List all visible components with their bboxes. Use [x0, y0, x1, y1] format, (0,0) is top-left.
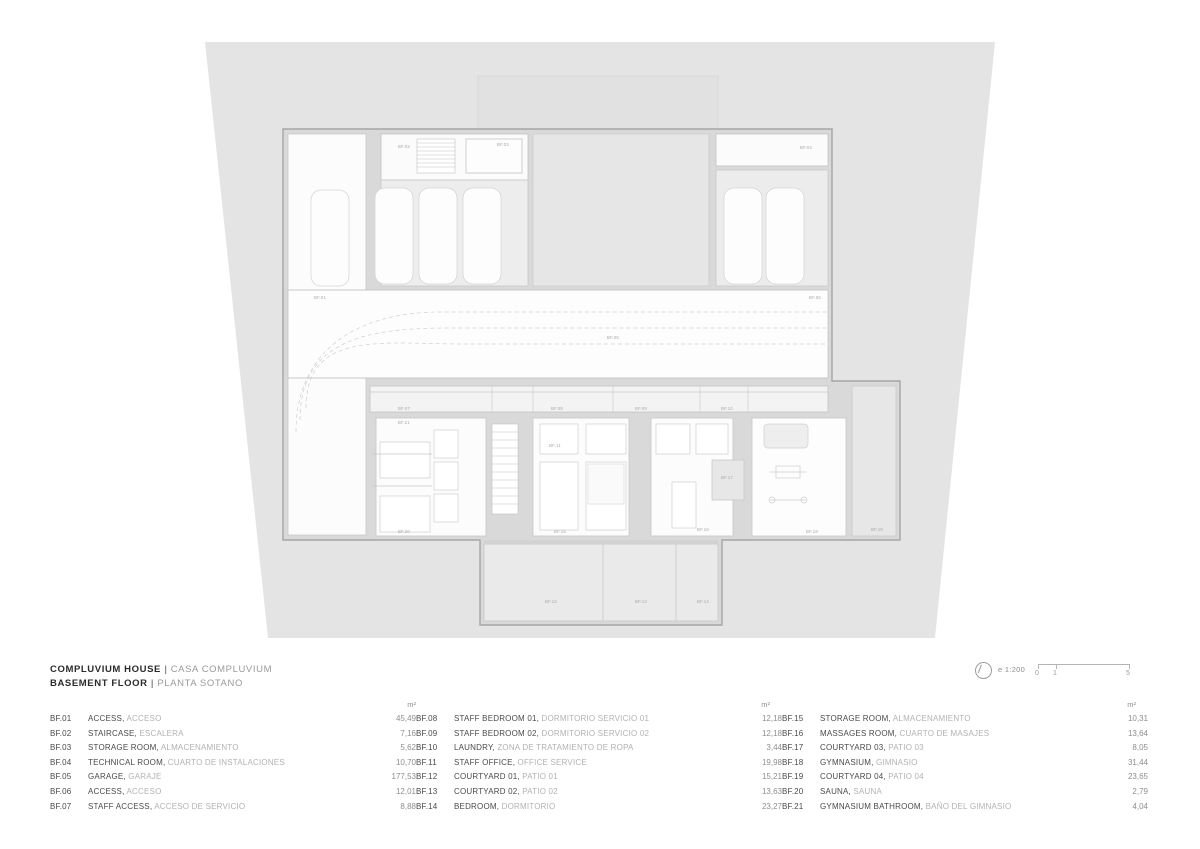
plan-room-tag: BF.11: [549, 443, 561, 448]
schedule-row: [782, 756, 1148, 771]
room-name-es: BAÑO DEL GIMNASIO: [923, 801, 1012, 811]
schedule-rows-1: [50, 712, 416, 814]
room-name: [88, 785, 370, 800]
room-code: BF.10: [416, 743, 438, 753]
room-area: 13,64: [1127, 728, 1148, 738]
plan-room-tag: BF.17: [721, 475, 733, 480]
schedule-row: [782, 712, 1148, 727]
level-title-en: BASEMENT FLOOR: [50, 678, 148, 689]
room-name-es: ESCALERA: [136, 728, 184, 738]
room-area: 8,88: [400, 801, 416, 811]
room-code: BF.07: [50, 801, 72, 811]
room-name: [88, 712, 370, 727]
room-name-es: PATIO 01: [519, 772, 558, 782]
room-name-en: COURTYARD 01,: [454, 772, 520, 782]
room-code: BF.20: [782, 786, 804, 796]
room-name-en: STAIRCASE,: [88, 728, 137, 738]
plan-room-tag: BF.15: [554, 529, 566, 534]
room-area: 3,44: [766, 743, 782, 753]
room-code: BF.19: [782, 772, 804, 782]
scale-label: e 1:200: [998, 665, 1026, 674]
room-name-en: COURTYARD 03,: [820, 743, 886, 753]
room-name-es: ACCESO: [124, 714, 162, 723]
room-code: BF.08: [416, 714, 438, 723]
room-code: BF.09: [416, 728, 438, 738]
room-name-es: ACCESO DE SERVICIO: [152, 801, 246, 811]
scale-ruler: [1035, 664, 1130, 677]
plan-room-tag: BF.03: [497, 142, 509, 147]
room-code: BF.14: [416, 801, 438, 811]
room-area: 23,27: [761, 801, 782, 811]
room-name-es: ALMACENAMIENTO: [890, 714, 971, 723]
schedule-rows-3: [782, 712, 1148, 814]
schedule-column-2: [416, 700, 782, 814]
room-area: 177,53: [391, 772, 416, 782]
room-code: BF.05: [50, 772, 72, 782]
ruler-tick-1: [1056, 664, 1057, 669]
room-name-en: STAFF BEDROOM 01,: [454, 714, 540, 723]
room-code: BF.12: [416, 772, 438, 782]
room-code: BF.18: [782, 757, 804, 767]
schedule-column-1: [50, 700, 416, 814]
schedule-row: [50, 741, 416, 756]
schedule-row: [50, 785, 416, 800]
room-name-es: ACCESO: [124, 786, 162, 796]
ruler-label-0: 0: [1035, 670, 1039, 677]
room-area: 2,79: [1132, 786, 1148, 796]
ruler-tick-5: [1129, 664, 1130, 669]
plan-room-tag: BF.02: [398, 144, 410, 149]
plan-room-tag: BF.07: [398, 406, 410, 411]
scale-bar: [975, 660, 1155, 690]
room-code: BF.13: [416, 786, 438, 796]
level-title-es: PLANTA SOTANO: [157, 678, 243, 689]
plan-room-tag: BF.04: [800, 145, 812, 150]
room-area: 15,21: [761, 772, 782, 782]
room-name: [820, 770, 1090, 785]
room-name-en: TECHNICAL ROOM,: [88, 757, 166, 767]
room-area: 19,98: [761, 757, 782, 767]
room-area: 12,18: [761, 728, 782, 738]
room-schedule: [50, 700, 1150, 814]
room-name-es: CUARTO DE INSTALACIONES: [165, 757, 285, 767]
room-code: BF.17: [782, 743, 804, 753]
room-name-es: OFFICE SERVICE: [515, 757, 587, 767]
project-title-es: CASA COMPLUVIUM: [170, 664, 273, 675]
room-name-es: SAUNA: [851, 786, 882, 796]
room-name: [88, 800, 370, 815]
schedule-row: [416, 727, 782, 742]
room-name-en: GARAGE,: [88, 772, 126, 782]
room-code: BF.16: [782, 728, 804, 738]
room-name: [454, 785, 724, 800]
schedule-column-3: [782, 700, 1148, 814]
ruler-label-5: 5: [1126, 670, 1130, 677]
room-code: BF.21: [782, 801, 804, 811]
room-area: 31,44: [1127, 757, 1148, 767]
room-area: 10,31: [1127, 714, 1148, 723]
room-code: BF.11: [416, 757, 437, 767]
room-name: [454, 712, 724, 727]
schedule-row: [782, 785, 1148, 800]
schedule-row: [50, 712, 416, 727]
room-name: [820, 785, 1090, 800]
schedule-header-1: [50, 700, 416, 712]
schedule-row: [782, 800, 1148, 815]
room-area: 7,16: [400, 728, 416, 738]
room-code: BF.01: [50, 714, 72, 723]
room-name-es: PATIO 03: [885, 743, 924, 753]
room-area: 45,49: [395, 714, 416, 723]
room-name-es: GIMNASIO: [873, 757, 918, 767]
plan-room-tag: BF.20: [398, 529, 410, 534]
plan-room-tag: BF.21: [398, 420, 410, 425]
room-code: BF.03: [50, 743, 72, 753]
room-name: [820, 756, 1090, 771]
room-name-es: PATIO 02: [519, 786, 558, 796]
plan-room-tag: BF.16: [697, 527, 709, 532]
schedule-row: [416, 785, 782, 800]
title-separator-1: |: [164, 664, 168, 675]
room-name-en: COURTYARD 04,: [820, 772, 886, 782]
plan-room-tag: BF.10: [721, 406, 733, 411]
room-name-en: MASSAGES ROOM,: [820, 728, 898, 738]
plan-room-tag: BF.05: [607, 335, 619, 340]
ruler-tick-0: [1038, 664, 1039, 669]
room-area: 10,70: [395, 757, 416, 767]
plan-room-tag: BF.09: [635, 406, 647, 411]
room-name: [454, 756, 724, 771]
room-name: [88, 756, 370, 771]
plan-room-tag: BF.19: [871, 527, 883, 532]
room-name-en: STAFF ACCESS,: [88, 801, 153, 811]
unit-header-1: m²: [407, 700, 416, 709]
room-name: [820, 712, 1090, 727]
room-name: [820, 800, 1090, 815]
room-name: [88, 741, 370, 756]
title-separator-2: |: [150, 678, 155, 689]
schedule-row: [50, 756, 416, 771]
plan-room-tag: BF.18: [806, 529, 818, 534]
plan-room-tag: BF.13: [635, 599, 647, 604]
room-name-en: ACCESS,: [88, 786, 125, 796]
room-code: BF.04: [50, 757, 72, 767]
unit-header-3: m²: [1127, 700, 1136, 709]
room-name-es: DORMITORIO SERVICIO 01: [539, 714, 650, 723]
room-name-en: GYMNASIUM,: [820, 757, 874, 767]
schedule-row: [782, 741, 1148, 756]
room-name-es: ZONA DE TRATAMIENTO DE ROPA: [494, 743, 634, 753]
room-name: [454, 741, 724, 756]
room-name-en: GYMNASIUM BATHROOM,: [820, 801, 924, 811]
schedule-row: [416, 712, 782, 727]
ruler-line: [1038, 664, 1130, 665]
plan-room-tag: BF.06: [809, 295, 821, 300]
schedule-row: [50, 727, 416, 742]
schedule-row: [416, 741, 782, 756]
schedule-row: [50, 770, 416, 785]
room-name-en: STAFF BEDROOM 02,: [454, 728, 540, 738]
room-name: [820, 741, 1090, 756]
schedule-row: [416, 770, 782, 785]
room-area: 5,62: [400, 743, 416, 753]
room-name-en: ACCESS,: [88, 714, 125, 723]
plan-room-tag: BF.14: [697, 599, 709, 604]
room-name-es: CUARTO DE MASAJES: [897, 728, 990, 738]
room-name-en: BEDROOM,: [454, 801, 500, 811]
schedule-header-3: [782, 700, 1148, 712]
schedule-row: [416, 800, 782, 815]
service-strip: [370, 386, 828, 412]
plan-room-tag: BF.12: [545, 599, 557, 604]
room-area: 12,18: [761, 714, 782, 723]
room-area: 23,65: [1127, 772, 1148, 782]
schedule-rows-2: [416, 712, 782, 814]
unit-header-2: m²: [761, 700, 770, 709]
plan-room-tag: BF.01: [314, 295, 326, 300]
room-name: [454, 727, 724, 742]
schedule-header-2: [416, 700, 782, 712]
room-area: 13,63: [761, 786, 782, 796]
room-name-es: DORMITORIO: [499, 801, 556, 811]
room-name-es: ALMACENAMIENTO: [158, 743, 239, 753]
room-name-es: PATIO 04: [885, 772, 924, 782]
schedule-row: [782, 727, 1148, 742]
room-name-en: STORAGE ROOM,: [88, 743, 159, 753]
room-name-en: LAUNDRY,: [454, 743, 495, 753]
room-area: 8,05: [1132, 743, 1148, 753]
room-code: BF.15: [782, 714, 804, 723]
room-code: BF.02: [50, 728, 72, 738]
schedule-row: [50, 800, 416, 815]
room-name-es: GARAJE: [125, 772, 162, 782]
room-name: [88, 770, 370, 785]
room-name: [820, 727, 1090, 742]
room-area: 12,01: [395, 786, 416, 796]
room-name: [88, 727, 370, 742]
room-name-en: STORAGE ROOM,: [820, 714, 891, 723]
plan-room-tag: BF.08: [551, 406, 563, 411]
room-name-en: SAUNA,: [820, 786, 851, 796]
room-name: [454, 770, 724, 785]
room-code: BF.06: [50, 786, 72, 796]
room-name: [454, 800, 724, 815]
room-name-en: COURTYARD 02,: [454, 786, 520, 796]
room-area: 4,04: [1132, 801, 1148, 811]
room-name-es: DORMITORIO SERVICIO 02: [539, 728, 650, 738]
schedule-row: [782, 770, 1148, 785]
ruler-label-1: 1: [1053, 670, 1057, 677]
room-name-en: STAFF OFFICE,: [454, 757, 516, 767]
project-title-en: COMPLUVIUM HOUSE: [50, 664, 161, 675]
schedule-row: [416, 756, 782, 771]
north-arrow-icon: [975, 662, 992, 679]
